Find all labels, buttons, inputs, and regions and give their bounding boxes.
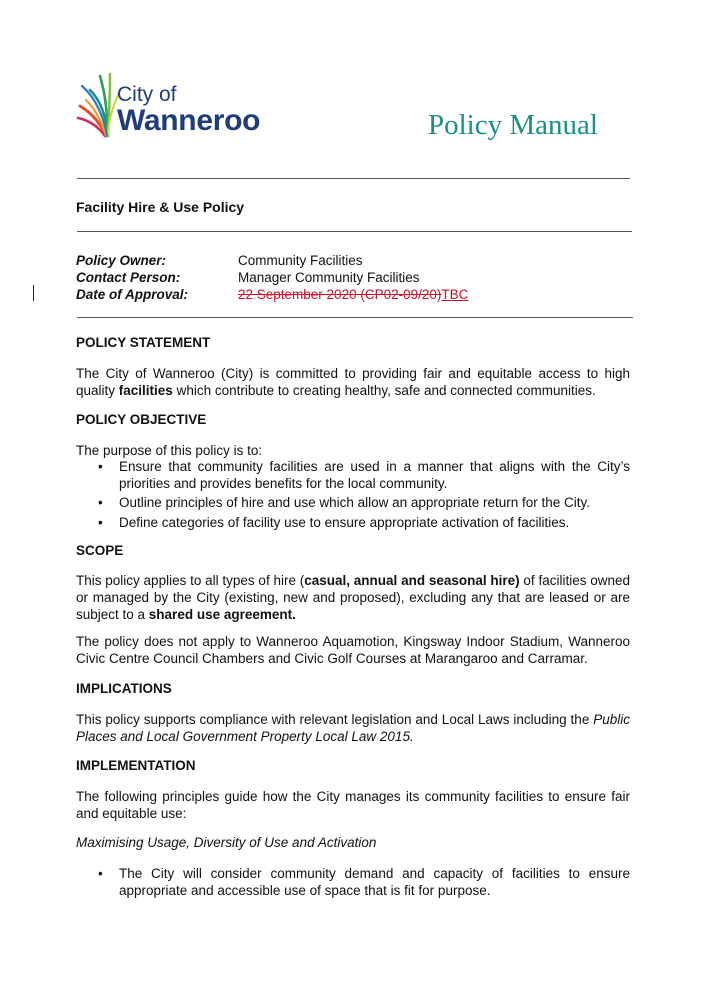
list-item-text: Ensure that community facilities are used in a manner that aligns with the City’s priorities and provides benefits for the local community.	[119, 459, 630, 491]
scope-paragraph-1	[76, 572, 630, 623]
list-item-text: The City will consider community demand and capacity of facilities to ensure appropriate and accessible use of space that is fit for purpose.	[119, 866, 630, 898]
meta-value: Manager Community Facilities	[238, 270, 420, 285]
deleted-date-text: 22 September 2020 (CP02-09/20)	[238, 287, 442, 302]
text-run-bold: shared use agreement.	[148, 607, 296, 622]
city-of-wanneroo-logo	[76, 62, 296, 142]
implications-heading: IMPLICATIONS	[76, 681, 172, 696]
implementation-intro: The following principles guide how the City manages its community facilities to ensure fair and equitable use:	[76, 789, 630, 821]
meta-value	[238, 286, 468, 303]
policy-objective-intro: The purpose of this policy is to:	[76, 443, 263, 458]
title-divider	[77, 231, 632, 232]
implementation-subheading: Maximising Usage, Diversity of Use and Activation	[76, 835, 377, 850]
list-item	[76, 515, 630, 532]
text-run-bold: facilities	[118, 383, 173, 398]
policy-statement-heading: POLICY STATEMENT	[76, 335, 211, 350]
document-title: Facility Hire & Use Policy	[76, 199, 245, 215]
scope-paragraph-2: The policy does not apply to Wanneroo Aquamotion, Kingsway Indoor Stadium, Wanneroo Civic Centre Council Chambers and Civic Golf Courses at Marangaroo and Carramar.	[76, 634, 630, 666]
implementation-heading: IMPLEMENTATION	[76, 758, 196, 773]
implementation-list	[76, 866, 630, 902]
list-item	[76, 459, 630, 492]
text-run-bold: casual, annual and seasonal hire)	[304, 573, 520, 588]
text-run-italic: Public Places and Local Government Property Local Law 2015.	[76, 712, 630, 744]
logo-city-text: City of	[117, 83, 177, 106]
text-run: of facilities owned or managed by the City (existing, new and proposed), excluding any that are leased or are subject to a	[76, 573, 631, 622]
header-divider	[77, 178, 630, 179]
scope-heading: SCOPE	[76, 543, 124, 558]
implications-text	[76, 711, 630, 745]
meta-value: Community Facilities	[238, 253, 363, 268]
meta-label: Date of Approval:	[76, 287, 189, 302]
policy-objective-list	[76, 459, 630, 534]
bullet-icon: •	[98, 514, 103, 530]
text-run: which contribute to creating healthy, safe and connected communities.	[172, 383, 596, 398]
meta-label: Contact Person:	[76, 270, 181, 285]
inserted-date-text: TBC	[441, 287, 469, 302]
bullet-icon: •	[98, 495, 103, 510]
text-run: This policy supports compliance with relevant legislation and Local Laws including the	[76, 712, 594, 727]
track-change-bar	[33, 285, 34, 301]
logo-wanneroo-text: Wanneroo	[117, 104, 261, 137]
list-item-text: Define categories of facility use to ensure appropriate activation of facilities.	[119, 514, 570, 530]
text-run: The City of Wanneroo (City) is committed to providing fair and equitable access to high quality	[76, 366, 630, 398]
bullet-icon: •	[98, 459, 103, 474]
policy-objective-heading: POLICY OBJECTIVE	[76, 412, 207, 427]
policy-manual-title: Policy Manual	[428, 109, 598, 141]
list-item-text: Outline principles of hire and use which allow an appropriate return for the City.	[119, 495, 590, 510]
meta-label: Policy Owner:	[76, 253, 167, 268]
text-run: This policy applies to all types of hire (	[76, 573, 305, 588]
list-item	[76, 866, 630, 899]
list-item	[76, 495, 630, 512]
bullet-icon: •	[98, 866, 103, 881]
policy-statement-text	[76, 365, 630, 399]
meta-divider	[77, 317, 633, 318]
